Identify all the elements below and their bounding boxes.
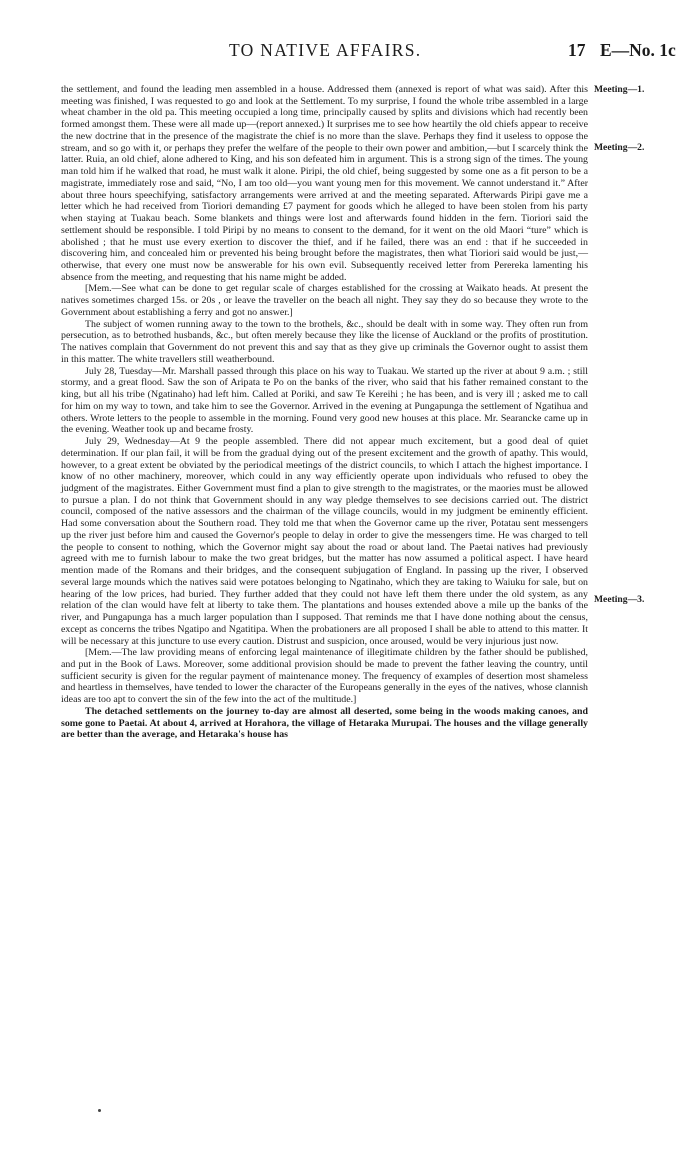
memo-waikato-ferry: [Mem.—See what can be done to get regular scale of charges established for the crossing at Waikato heads. At present the natives sometimes charged 15s. or 20s , or leave the traveller on the beach all night. They say they do so because they wrote to the Government about establishing a ferry and got no answer.] — [61, 283, 588, 318]
margin-note-meeting-2: Meeting—2. — [594, 142, 645, 153]
document-reference: E—No. 1c — [600, 40, 676, 60]
paragraph-july-29: July 29, Wednesday—At 9 the people assembled. There did not appear much excitement, but a good deal of quiet determination. If our plan fail, it will be from the gradual dying out of the present excitement and the growth of apathy. This would, however, to a great extent be obviated by the periodical meetings of the district councils, to which I attach the highest importance. I know of no other machinery, moreover, which could in any way efficiently operate upon individuals who refused to obey the judgment of the magistrates. Either Government must find a plan to give strength to the magistrates, or the maories must be allowed to pursue a plan. I do not think that Government should in any way pledge themselves to see decisions carried out. The district council, composed of the native assessors and the chairman of the village councils, would in my judgment be eminently efficient. Had some conversation about the Southern road. They told me that when the Governor came up the river, Potatau sent messengers up the river just before him and caused the Governor's people to delay in order to give the messengers time. He was charged to tell the people to consent to nothing, which the Governor might say about the road or about land. The Paetai natives had previously agreed with me to furnish labour to make the two great bridges, but the matter has now assumed a political aspect. I have heard mention made of the Romans and their bridges, and the consequent subjugation of England. In passing up the river, I observed several large mounds which the natives said were potatoes belonging to Ngatinaho, which they are taking to Waiuku for sale, but on hearing of the low prices, had buried. They further added that they could not have left them there under the old system, as any relation of the clan would have felt at liberty to take them. The plantations and houses extended above a mile up the banks of the river, and Pungapunga has a much larger population than I supposed. That reminds me that I have done nothing about the census, except as concerns the tribes Ngatipo and Ngatitipa. When the probationers are all proposed I shall be able to attend to this matter. It will be necessary at this juncture to use every caution. Distrust and suspicion, once aroused, would be very injurious just now. — [61, 436, 588, 647]
margin-note-meeting-1: Meeting—1. — [594, 84, 645, 95]
document-body — [61, 84, 588, 741]
page-header — [0, 40, 700, 64]
paragraph-settlement-meeting: the settlement, and found the leading men assembled in a house. Addressed them (annexed is report of what was said). After this meeting was finished, I was requested to go and look at the Settlement. To my surprise, I found the whole tribe assembled in a large wheat chamber in the old pa. This meeting occupied a long time, principally caused by splits and divisions which had recently been formed amongst them. These were all made up—(report annexed.) It surprises me to see how heartily the old chiefs appear to receive the new doctrine that in the presence of the magistrate the chief is no more than the slave. Perhaps they find it useless to oppose the stream, and so go with it, or perhaps they prefer the welfare of the people to their own power and ambition,—but I scarcely think the latter. Ruia, an old chief, alone adhered to King, and his son defeated him in argument. This is a strong sign of the times. The young man told him if he walked that road, he must walk it alone. Piripi, the old chief, being suggested by some one as a fit person to be a magistrate, immediately rose and said, “No, I am too old—you want young men for this movement. We cannot understand it.” After about three hours speechifying, satisfactory arrangements were arrived at and the meeting separated. Afterwards Piripi gave me a letter which he had received from Tioriori demanding £7 payment for goods which he alleged to have been stolen from his party when staying at Tuakau beach. Some blankets and things were lost and afterwards found hidden in the fern. Tioriori said the settlement should be responsible. I told Piripi by no means to consent to the demand, for it went on the old Maori “ture” which is abolished ; that he must use every exertion to discover the thief, and if he failed, there was an end : that if he succeeded in discovering him, and concealed him or prevented his being brought before the magistrates, then what Tioriori said would be just,—otherwise, that every one must now be answerable for his own evil. Subsequently received letter from Perereka lamenting his absence from the meeting, and requesting that his name might be added. — [61, 84, 588, 283]
paragraph-detached-settlements: The detached settlements on the journey to-day are almost all deserted, some being in the woods making canoes, and some gone to Paetai. At about 4, arrived at Horahora, the village of Hetaraka Murupai. The houses and the village generally are better than the average, and Hetaraka's house has — [61, 705, 588, 741]
paragraph-women-running-away: The subject of women running away to the town to the brothels, &c., should be dealt with in some way. They often run from persecution, as to betrothed husbands, &c., but often merely because they like the license of Auckland or the profits of prostitution. The natives complain that Government do not prevent this and say that as they give up criminals the Governor ought to assist them in this matter. The white travellers still weatherbound. — [61, 318, 588, 365]
margin-note-meeting-3: Meeting—3. — [594, 594, 645, 605]
running-title: TO NATIVE AFFAIRS. — [229, 40, 422, 60]
ink-speck — [98, 1109, 101, 1112]
page-number: 17 — [568, 40, 586, 60]
paragraph-july-28: July 28, Tuesday—Mr. Marshall passed through this place on his way to Tuakau. We started up the river at about 9 a.m. ; still stormy, and a great flood. Saw the son of Aripata te Po on the banks of the river, who said that his father remained constant to the king, but all his tribe (Ngatinaho) had left him. Called at Poriki, and saw Te Kereihi ; he has been, and is very ill ; asked me to call for him on my way to town, and take him to see the Governor. Arrived in the evening at Pungapunga the settlement of Ngatihua and others. Wrote letters to the people to assemble in the morning. Found very good new houses at this place. Mr. Searancke came up in the evening. Weather took up and became frosty. — [61, 365, 588, 436]
memo-maintenance-law: [Mem.—The law providing means of enforcing legal maintenance of illegitimate children by the father should be published, and put in the Book of Laws. Moreover, some additional provision should be made to prevent the father leaving the country, until sufficient security is given for the regular payment of maintenance money. The frequency of examples of desertion most shameless and heartless in themselves, have tended to lower the character of the Europeans generally in the eyes of the natives, whose clannish ideas are too apt to convert the sin of the few into the act of the multitude.] — [61, 647, 588, 706]
